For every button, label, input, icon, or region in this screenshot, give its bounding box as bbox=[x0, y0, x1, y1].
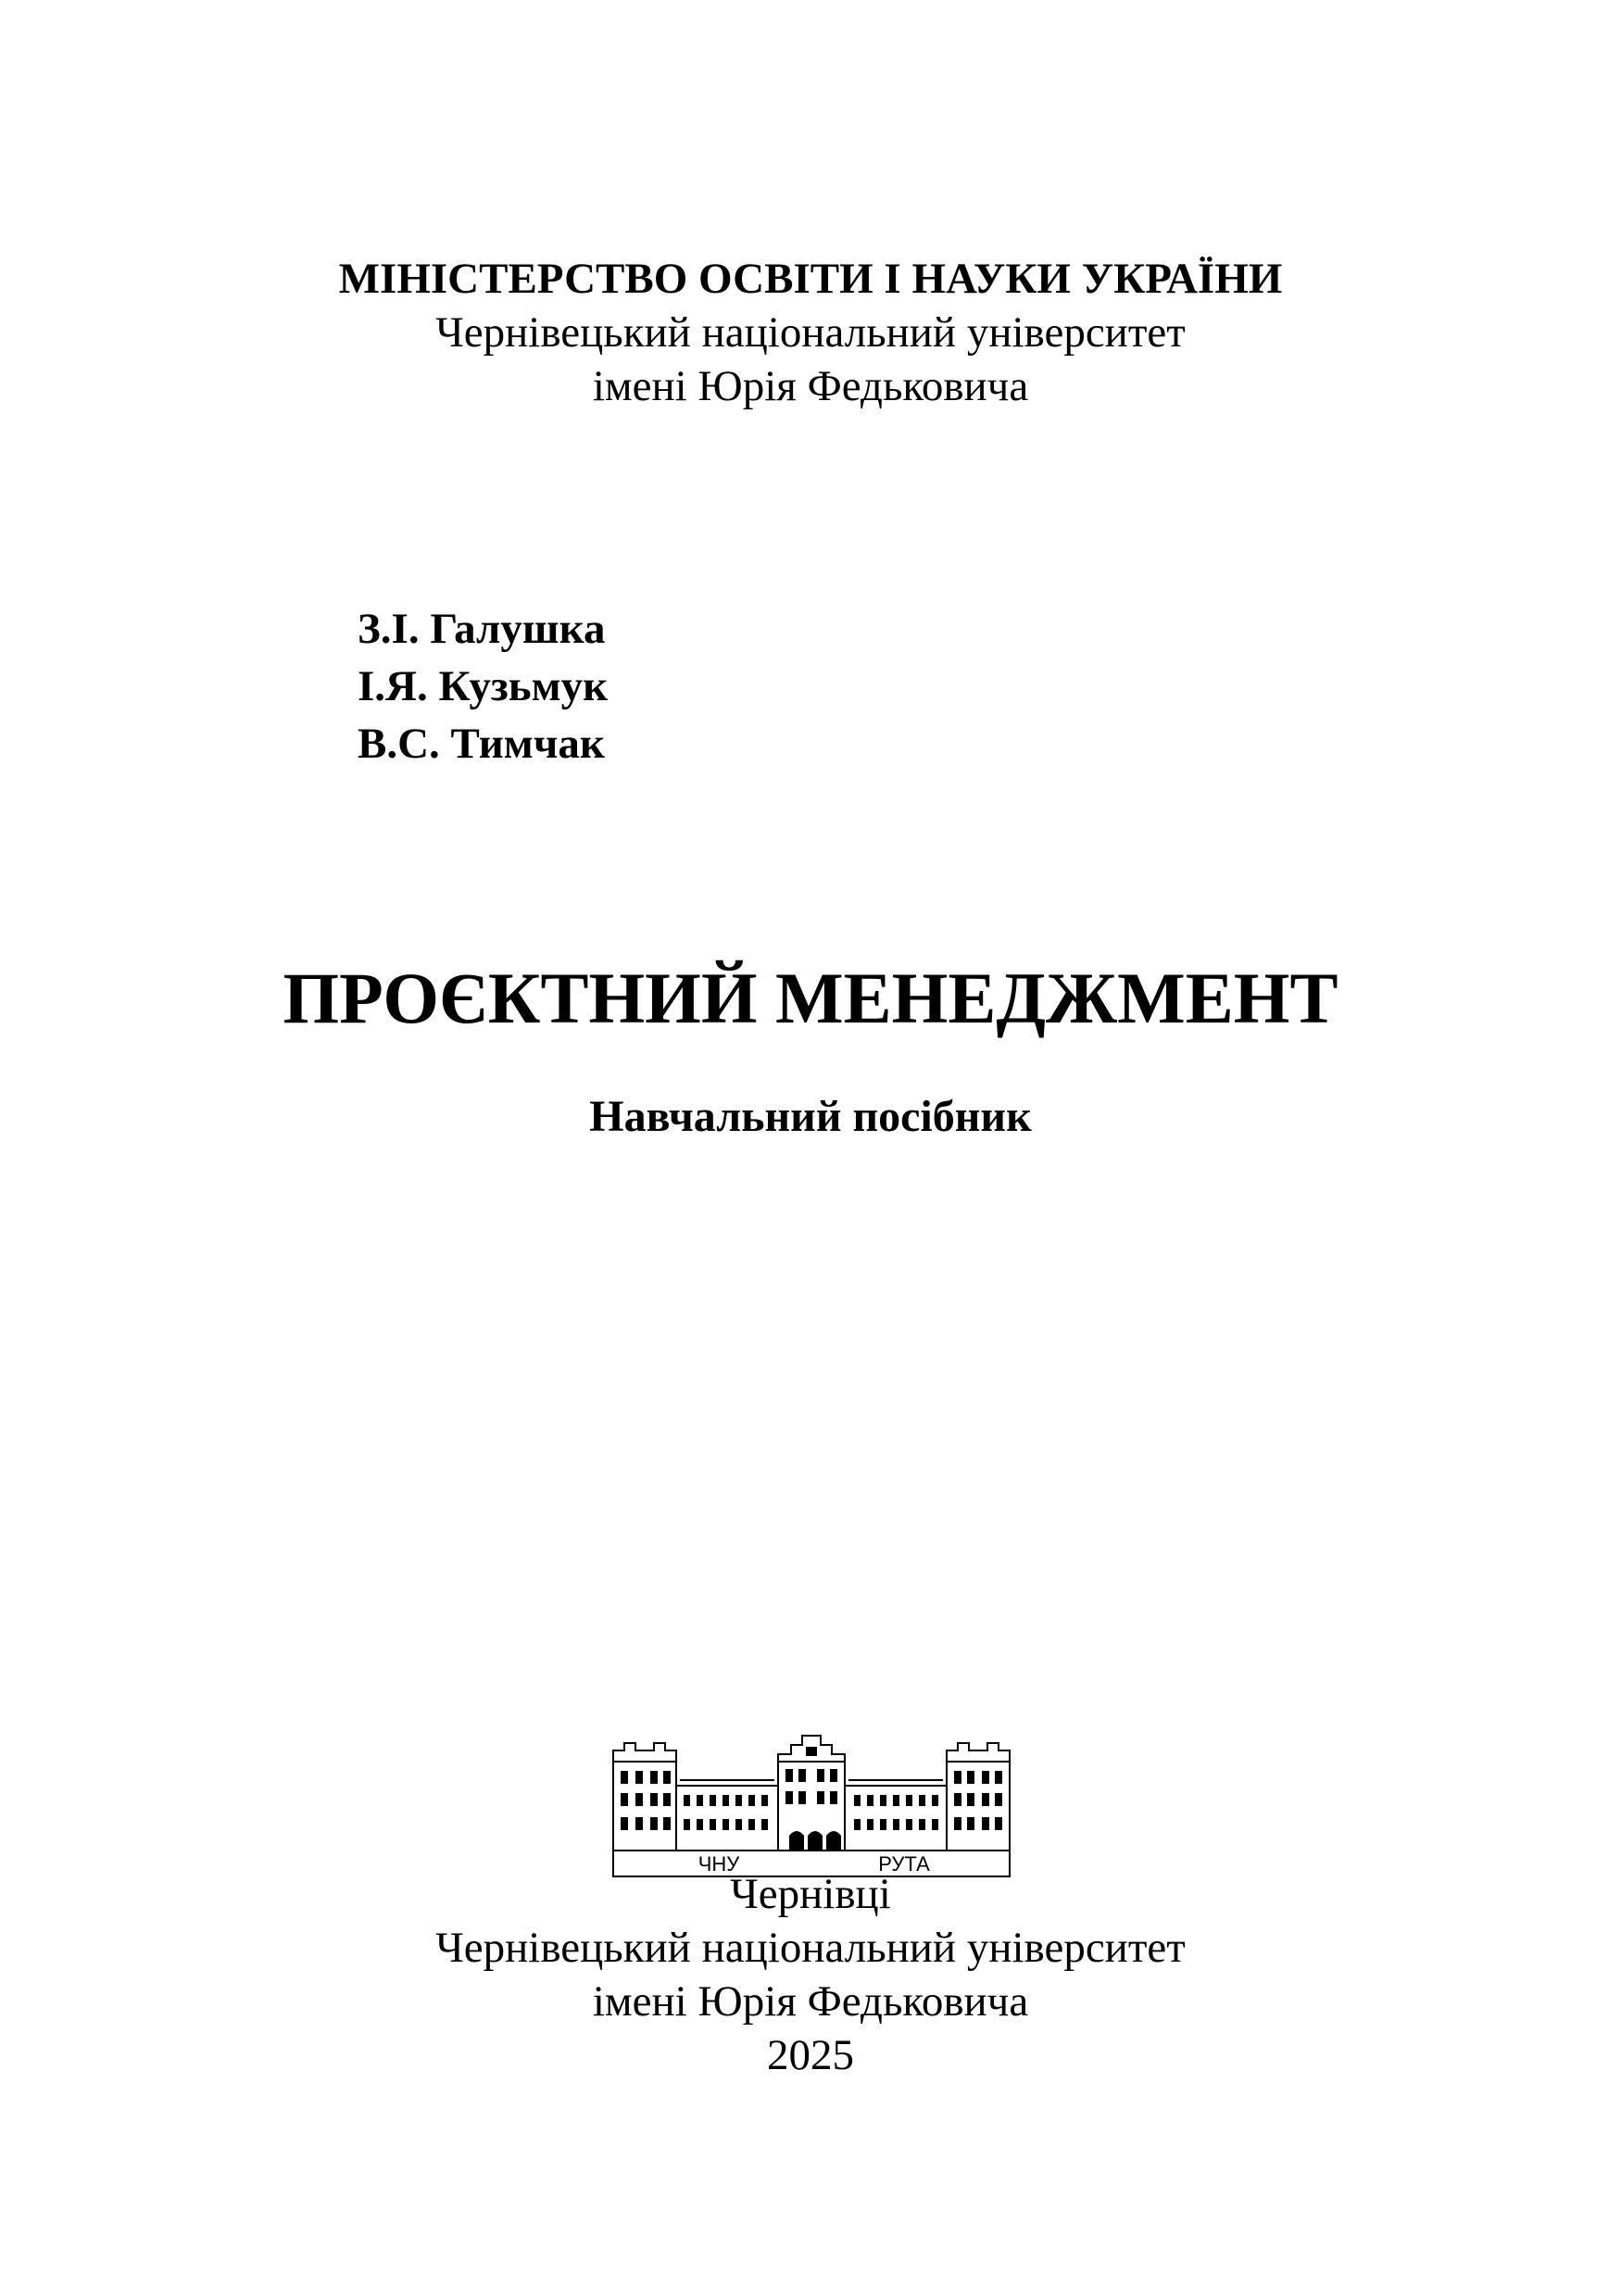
author-3: В.С. Тимчак bbox=[358, 720, 605, 768]
university-building-logo-icon bbox=[611, 1734, 1012, 1878]
publication-year: 2025 bbox=[767, 2031, 854, 2079]
ministry-header bbox=[0, 252, 1621, 413]
author-2: І.Я. Кузьмук bbox=[358, 662, 609, 710]
publisher-university-named: імені Юрія Федьковича bbox=[592, 1977, 1029, 2026]
university-name: Чернівецький національний університет bbox=[435, 308, 1186, 357]
author-1: З.І. Галушка bbox=[358, 605, 606, 653]
university-named: імені Юрія Федьковича bbox=[592, 362, 1029, 410]
ministry-name: МІНІСТЕРСТВО ОСВІТИ І НАУКИ УКРАЇНИ bbox=[338, 255, 1283, 303]
publisher-city: Чернівці bbox=[730, 1870, 891, 1918]
book-title: ПРОЄКТНИЙ МЕНЕДЖМЕНТ bbox=[283, 958, 1338, 1038]
author-list bbox=[358, 600, 608, 772]
publisher-block bbox=[0, 1867, 1621, 2082]
logo-left-text: ЧНУ bbox=[697, 1852, 740, 1876]
book-subtitle: Навчальний посібник bbox=[589, 1092, 1032, 1141]
logo-right-text: РУТА bbox=[878, 1852, 930, 1876]
publisher-university: Чернівецький національний університет bbox=[435, 1924, 1186, 1972]
